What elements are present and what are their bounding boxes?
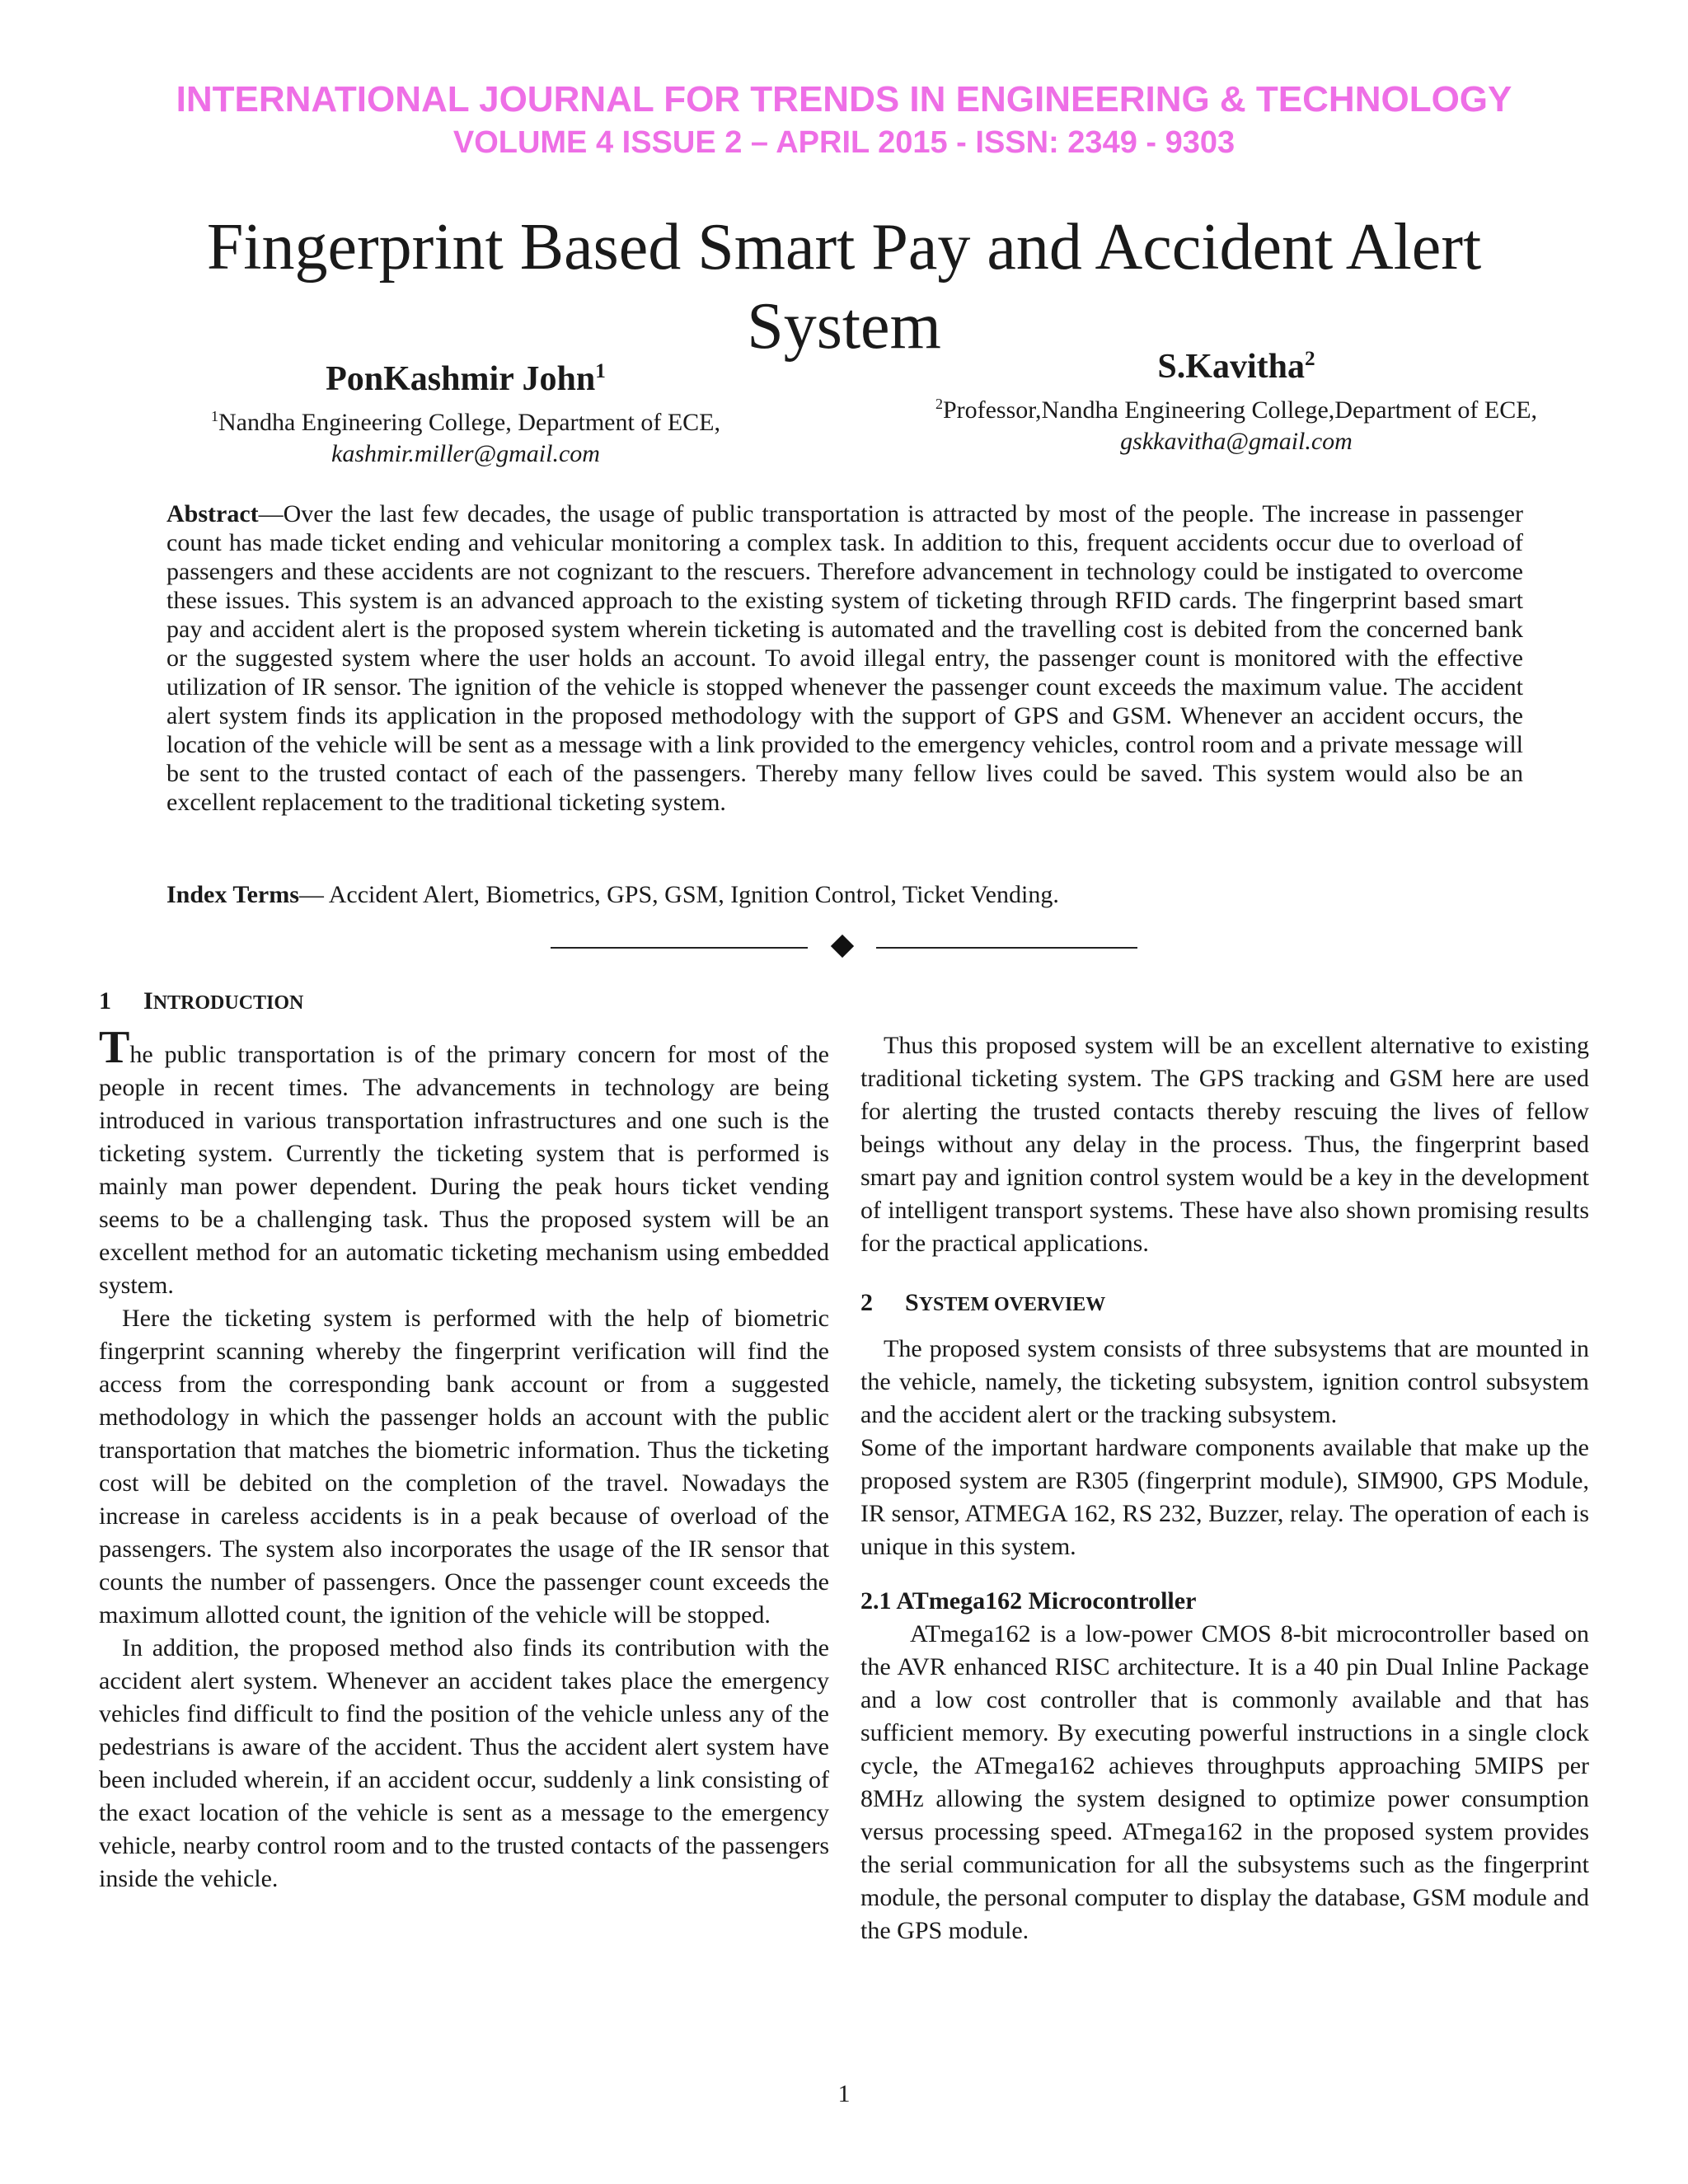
abstract xyxy=(166,499,1523,817)
index-terms-dash: — xyxy=(298,881,324,908)
section-divider xyxy=(551,935,1137,960)
intro-paragraph-3: In addition, the proposed method also finds its contribution with the accident alert system. Whenever an accident takes place the emergency vehicles find difficult to find the position of the vehicle unless any of the pedestrians is aware of the accident. Thus the accident alert system have been included wherein, if an accident occur, suddenly a link consisting of the exact location of the vehicle is sent as a message to the emergency vehicle, nearby control room and to the trusted contacts of the passengers inside the vehicle. xyxy=(99,1634,829,1892)
abstract-label: Abstract xyxy=(166,500,259,527)
author-affiliation: $^2$Professor,Nandha Engineering College,Department of ECE, xyxy=(935,396,1538,424)
abstract-text: Over the last few decades, the usage of public transportation is attracted by most of the people. The increase in passenger count has made ticket ending and vehicular monitoring a complex task. In addition to this, frequent accidents occur due to overload of passengers and these accidents are not cognizant to the rescuers. Therefore advancement in technology could be instigated to overcome these issues. This system is an advanced approach to the existing system of ticketing through RFID cards. The fingerprint based smart pay and accident alert is the proposed system wherein ticketing is automated and the travelling cost is debited from the concerned bank or the suggested system where the user holds an account. To avoid illegal entry, the passenger count is monitored with the effective utilization of IR sensor. The ignition of the vehicle is stopped whenever the passenger count exceeds the maximum value. The accident alert system finds its application in the proposed methodology with the support of GPS and GSM. Whenever an accident occurs, the location of the vehicle will be sent as a message with a link provided to the emergency vehicles, control room and a private message will be sent to the trusted contact of each of the passengers. Thereby many fellow lives could be saved. This system would also be an excellent replacement to the traditional ticketing system. xyxy=(166,500,1523,816)
column-left xyxy=(99,985,829,1896)
author-sup: 1 xyxy=(595,360,606,382)
author-email: kashmir.miller@gmail.com xyxy=(331,440,600,467)
author-block-1 xyxy=(157,350,775,470)
page-number: 1 xyxy=(837,2080,851,2107)
author-block-2 xyxy=(890,338,1582,457)
journal-issue: VOLUME 4 ISSUE 2 – APRIL 2015 - ISSN: 2349 - 9303 xyxy=(452,125,1236,160)
divider-line-left xyxy=(551,947,808,949)
atmega162-paragraph: ATmega162 is a low-power CMOS 8-bit microcontroller based on the AVR enhanced RISC architecture. It is a 40 pin Dual Inline Package and a low cost controller that is commonly available and that has sufficient memory. By executing powerful instructions in a single clock cycle, the ATmega162 achieves throughputs approaching 5MIPS per 8MHz allowing the system designed to optimize power consumption versus processing speed. ATmega162 in the proposed system provides the serial communication for all the subsystems such as the fingerprint module, the personal computer to display the database, GSM module and the GPS module. xyxy=(860,1620,1589,1944)
paper-title: Fingerprint Based Smart Pay and Accident Alert System xyxy=(206,210,1482,363)
index-terms xyxy=(166,880,1523,910)
author-name: PonKashmir John$^1$ xyxy=(326,360,606,398)
subsection-heading-atmega162: 2.1 ATmega162 Microcontroller xyxy=(860,1587,1197,1615)
intro-paragraph-4: Thus this proposed system will be an excellent alternative to existing traditional ticketing system. The GPS tracking and GSM here are used for alerting the trusted contacts thereby rescuing the lives of fellow beings without any delay in the process. Thus, the fingerprint based smart pay and ignition control system would be a key in the development of intelligent transport systems. These have also shown promising results for the practical applications. xyxy=(860,1032,1589,1257)
abstract-dash: — xyxy=(258,500,284,527)
index-terms-label: Index Terms xyxy=(166,881,299,908)
overview-paragraph-1: The proposed system consists of three subsystems that are mounted in the vehicle, namely, the ticketing subsystem, ignition control subsystem and the accident alert or the tracking subsystem. xyxy=(860,1335,1589,1428)
author-name: S.Kavitha$^2$ xyxy=(1157,348,1315,386)
author-sup: 2 xyxy=(1304,348,1315,370)
section-heading-system-overview: 2 SYSTEM OVERVIEW xyxy=(860,1286,1589,1321)
author-affiliation: $^1$Nandha Engineering College, Department of ECE, xyxy=(211,408,720,436)
diamond-icon xyxy=(831,935,854,958)
affiliation-sup: 2 xyxy=(935,396,943,412)
section-heading-introduction: 1 INTRODUCTION xyxy=(99,985,829,1019)
author-email: gskkavitha@gmail.com xyxy=(1120,428,1353,455)
section-number: 1 xyxy=(99,987,111,1015)
index-terms-text: Accident Alert, Biometrics, GPS, GSM, Ignition Control, Ticket Vending. xyxy=(323,881,1059,908)
journal-name: INTERNATIONAL JOURNAL FOR TRENDS IN ENGINEERING & TECHNOLOGY xyxy=(176,79,1512,120)
intro-paragraph-2: Here the ticketing system is performed with the help of biometric fingerprint scanning whereby the fingerprint verification will find the access from the corresponding bank account or from a suggested methodology in which the passenger holds an account with the public transportation that matches the biometric information. Thus the ticketing cost will be debited on the completion of the travel. Nowadays the increase in careless accidents is in a peak because of overload of the passengers. The system also incorporates the usage of the IR sensor that counts the number of passengers. Once the passenger count exceeds the maximum allotted count, the ignition of the vehicle will be stopped. xyxy=(99,1305,829,1629)
divider-line-right xyxy=(876,947,1137,949)
overview-paragraph-2: Some of the important hardware components available that make up the proposed system are R305 (fingerprint module), SIM900, GPS Module, IR sensor, ATMEGA 162, RS 232, Buzzer, relay. The operation of each is unique in this system. xyxy=(860,1434,1589,1560)
drop-cap: T xyxy=(99,1022,130,1073)
column-right xyxy=(860,985,1589,1947)
intro-paragraph-1: The public transportation is of the primary concern for most of the people in recent times. The advancements in technology are being introduced in various transportation infrastructures and one such is the ticketing system. Currently the ticketing system that is performed is mainly man power dependent. During the peak hours ticket vending seems to be a challenging task. Thus the proposed system will be an excellent method for an automatic ticketing mechanism using embedded system. xyxy=(99,1022,829,1299)
section-number: 2 xyxy=(860,1289,873,1316)
affiliation-sup: 1 xyxy=(211,408,218,424)
